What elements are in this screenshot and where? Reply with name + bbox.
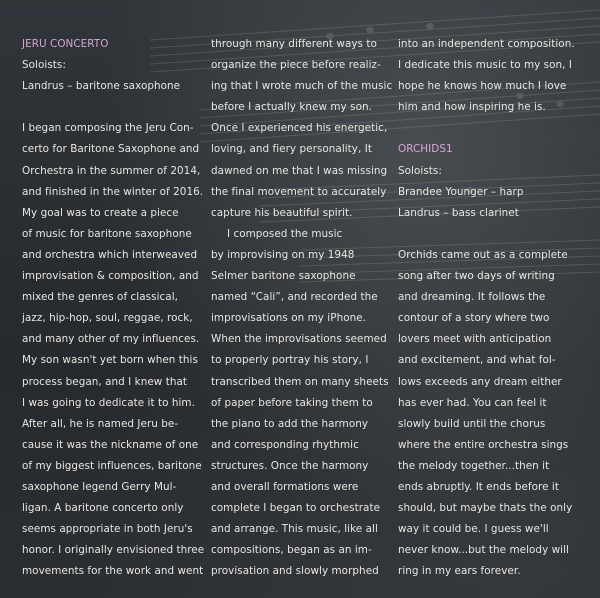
text-line: Brandee Younger – harp [398,185,524,198]
text-line: and finished in the winter of 2016. [22,185,204,198]
text-line: When the improvisations seemed [211,333,387,346]
text-line: and dreaming. It follows the [398,291,546,304]
text-line: Selmer baritone saxophone [211,270,356,283]
text-line: has ever had. You can feel it [398,396,547,409]
text-line: ligan. A baritone concerto only [22,502,184,515]
text-line: ends abruptly. It ends before it [398,480,559,493]
text-line: loving, and fiery personality, It [211,143,372,156]
text-line: him and how inspiring he is. [398,101,546,114]
text-line: named “Cali”, and recorded the [211,291,378,304]
text-line: certo for Baritone Saxophone and [22,143,200,156]
text-line: complete I began to orchestrate [211,502,381,515]
text-line: provisation and slowly morphed [211,565,379,578]
text-line: way it could be. I guess we'll [398,523,549,536]
text-line: capture his beautiful spirit. [211,206,353,219]
text-line: and excitement, and what fol- [398,354,556,367]
text-line: and overall formations were [211,480,359,493]
text-line: dawned on me that I was missing [211,164,388,177]
text-line: where the entire orchestra sings [398,438,569,451]
text-line: honor. I originally envisioned three [22,544,205,557]
text-line: to properly portray his story, I [211,354,369,367]
text-line: and orchestra which interweaved [22,248,198,261]
text-line: transcribed them on many sheets [211,375,389,388]
text-line: never know...but the melody will [398,544,569,557]
text-line: I was going to dedicate it to him. [22,396,195,409]
text-line: process began, and I knew that [22,375,187,388]
text-line: seems appropriate in both Jeru's [22,523,193,536]
text-line: and corresponding rhythmic [211,438,359,451]
column-1 [22,34,204,582]
text-line: of paper before taking them to [211,396,373,409]
text-line: slowly build until the chorus [398,417,546,430]
text-line: song after two days of writing [398,270,555,283]
text-line: through many different ways to [211,38,377,50]
text-line: After all, he is named Jeru be- [22,417,179,430]
text-line: organize the piece before realiz- [211,59,381,72]
text-line: before I actually knew my son. [211,101,372,114]
section-heading: ORCHIDS1 [398,143,453,156]
text-line: Soloists: [398,164,442,177]
text-line: compositions, began as an im- [211,544,372,557]
paragraph-gap [398,224,575,245]
text-line: Landrus – bass clarinet [398,206,519,219]
text-line: cause it was the nickname of one [22,438,199,451]
text-line: My son wasn't yet born when this [22,354,198,367]
text-line: and many other of my influences. [22,333,200,346]
text-line: contour of a story where two [398,312,550,325]
paragraph-gap [22,97,204,118]
text-line: Soloists: [22,59,66,72]
text-line: Orchestra in the summer of 2014, [22,164,201,177]
text-line: the piano to add the harmony [211,417,369,430]
text-line: lows exceeds any dream either [398,375,562,388]
section-heading: JERU CONCERTO [22,38,109,50]
text-line: and arrange. This music, like all [211,523,378,536]
text-line: improvisation & composition, and [22,270,199,283]
paragraph-gap [398,118,575,139]
text-line: My goal was to create a piece [22,206,179,219]
text-line: of my biggest influences, baritone [22,459,202,472]
text-line: ing that I wrote much of the music [211,80,393,93]
text-line: the final movement to accurately [211,185,387,198]
column-2 [211,34,392,582]
text-line: jazz, hip-hop, soul, reggae, rock, [22,312,193,325]
text-line: Once I experienced his energetic, [211,122,388,135]
text-line: I began composing the Jeru Con- [22,122,194,135]
text-line: mixed the genres of classical, [22,291,178,304]
text-line: I composed the music [227,227,343,240]
text-line: ring in my ears forever. [398,565,521,578]
text-line: by improvising on my 1948 [211,248,355,261]
column-3 [398,34,575,582]
text-line: the melody together...then it [398,459,550,472]
text-line: saxophone legend Gerry Mul- [22,480,177,493]
text-line: movements for the work and went [22,565,204,578]
text-line: lovers meet with anticipation [398,333,552,346]
text-line: into an independent composition. [398,38,575,50]
text-line: should, but maybe thats the only [398,502,573,515]
text-line: of music for baritone saxophone [22,227,192,240]
text-line: hope he knows how much I love [398,80,567,93]
text-line: improvisations on my iPhone. [211,312,367,325]
text-line: structures. Once the harmony [211,459,369,472]
text-line: I dedicate this music to my son, I [398,59,573,72]
text-line: Orchids came out as a complete [398,248,568,261]
text-line: Landrus – baritone saxophone [22,80,181,93]
